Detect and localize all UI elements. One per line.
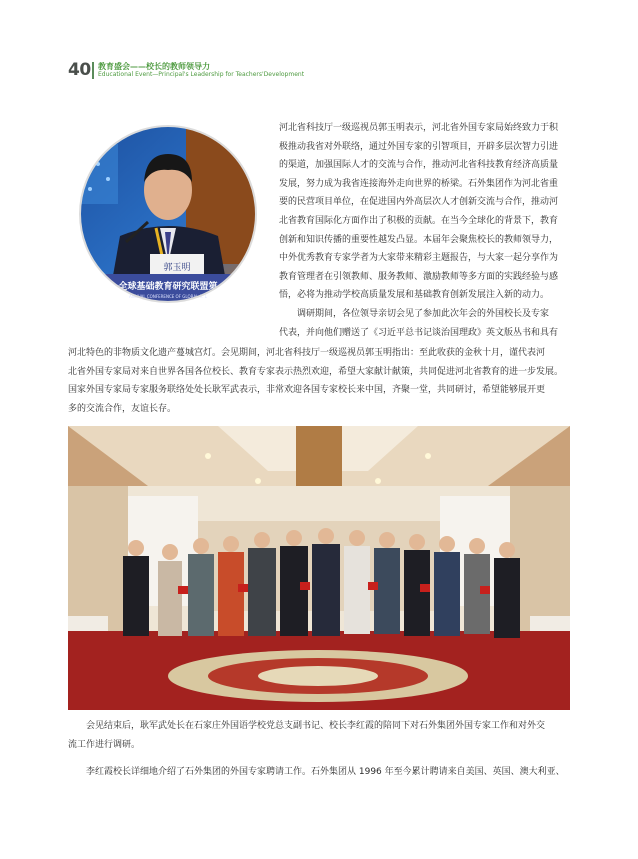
text-line: 代表，并向他们赠送了《习近平总书记谈治国理政》英文版丛书和具有 xyxy=(279,327,559,338)
page-number: 40 xyxy=(68,60,91,80)
text-line: 创新和知识传播的重要性越发凸显。本届年会聚焦校长的教师领导力， xyxy=(279,234,559,245)
banner-subtext: ANNUAL CONFERENCE OF GLOBAL R. L xyxy=(129,294,207,299)
text-line: 悟，必将为推动学校高质量发展和基础教育创新发展注入新的动力。 xyxy=(279,290,550,301)
banner-text: 全球基础教育研究联盟第 xyxy=(118,282,218,292)
header-title: 教育盛会——校长的教师领导力 xyxy=(98,62,210,71)
text-line: 国家外国专家局专家服务联络处处长耿军武表示，非常欢迎各国专家校长来中国，齐聚一堂，共同研讨，希望能够展开更 xyxy=(68,385,546,396)
text-line: 多的交流合作，友谊长存。 xyxy=(68,403,177,414)
text-line: 北省教育国际化方面作出了积极的贡献。在当今全球化的背景下，教育 xyxy=(279,215,559,226)
text-line: 的渠道，加强国际人才的交流与合作，推动河北省科技教育经济高质量 xyxy=(279,160,559,171)
paragraph-top xyxy=(279,119,570,342)
text-line: 中外优秀教育专家学者为大家带来精彩主题报告，与大家一起分享作为 xyxy=(279,253,559,264)
text-line: 极推动我省对外联络，通过外国专家的引智项目，开辟多层次智力引进 xyxy=(279,141,559,152)
paragraph-bottom-1 xyxy=(68,717,570,754)
text-line: 流工作进行调研。 xyxy=(68,739,141,750)
text-line: 要的民营项目单位，在促进国内外高层次人才创新交流与合作，推动河 xyxy=(279,197,559,208)
text-line: 河北特色的非物质文化遗产蔓城宫灯。会见期间，河北省科技厅一级巡视员郭玉明指出：至此收获的金秋十月，谨代表河 xyxy=(68,348,546,358)
text-line: 李红霞校长详细地介绍了石外集团的外国专家聘请工作。石外集团从 1996 年至今累计聘请来自美国、英国、澳大利亚、 xyxy=(86,767,565,777)
group-photo xyxy=(68,426,570,710)
text-line: 会见结束后，耿军武处长在石家庄外国语学校党总支副书记、校长李红霞的陪同下对石外集团外国专家工作和对外交 xyxy=(86,721,546,731)
paragraph-wide xyxy=(68,344,570,418)
paragraph-bottom-2 xyxy=(68,763,570,782)
text-line: 北省外国专家局对来自世界各国各位校长、教育专家表示热烈欢迎，希望大家献计献策，共同促进河北省教育的进一步发展。 xyxy=(68,366,564,377)
text-line: 发展，努力成为我省连接海外走向世界的桥梁。石外集团作为河北省重 xyxy=(279,178,559,189)
header-divider xyxy=(92,62,94,79)
text-line: 教育管理者在引领教师、服务教师、激励教师等多方面的实践经验与感 xyxy=(279,271,559,282)
nameplate-text: 郭玉明 xyxy=(163,263,191,273)
text-line: 河北省科技厅一级巡视员郭玉明表示，河北省外国专家局始终致力于积 xyxy=(279,123,559,133)
header-subtitle: Educational Event—Principal's Leadership for Teachers'Development xyxy=(98,71,305,78)
text-line: 调研期间，各位领导亲切会见了参加此次年会的外国校长及专家 xyxy=(297,308,550,319)
speaker-portrait xyxy=(68,124,268,304)
